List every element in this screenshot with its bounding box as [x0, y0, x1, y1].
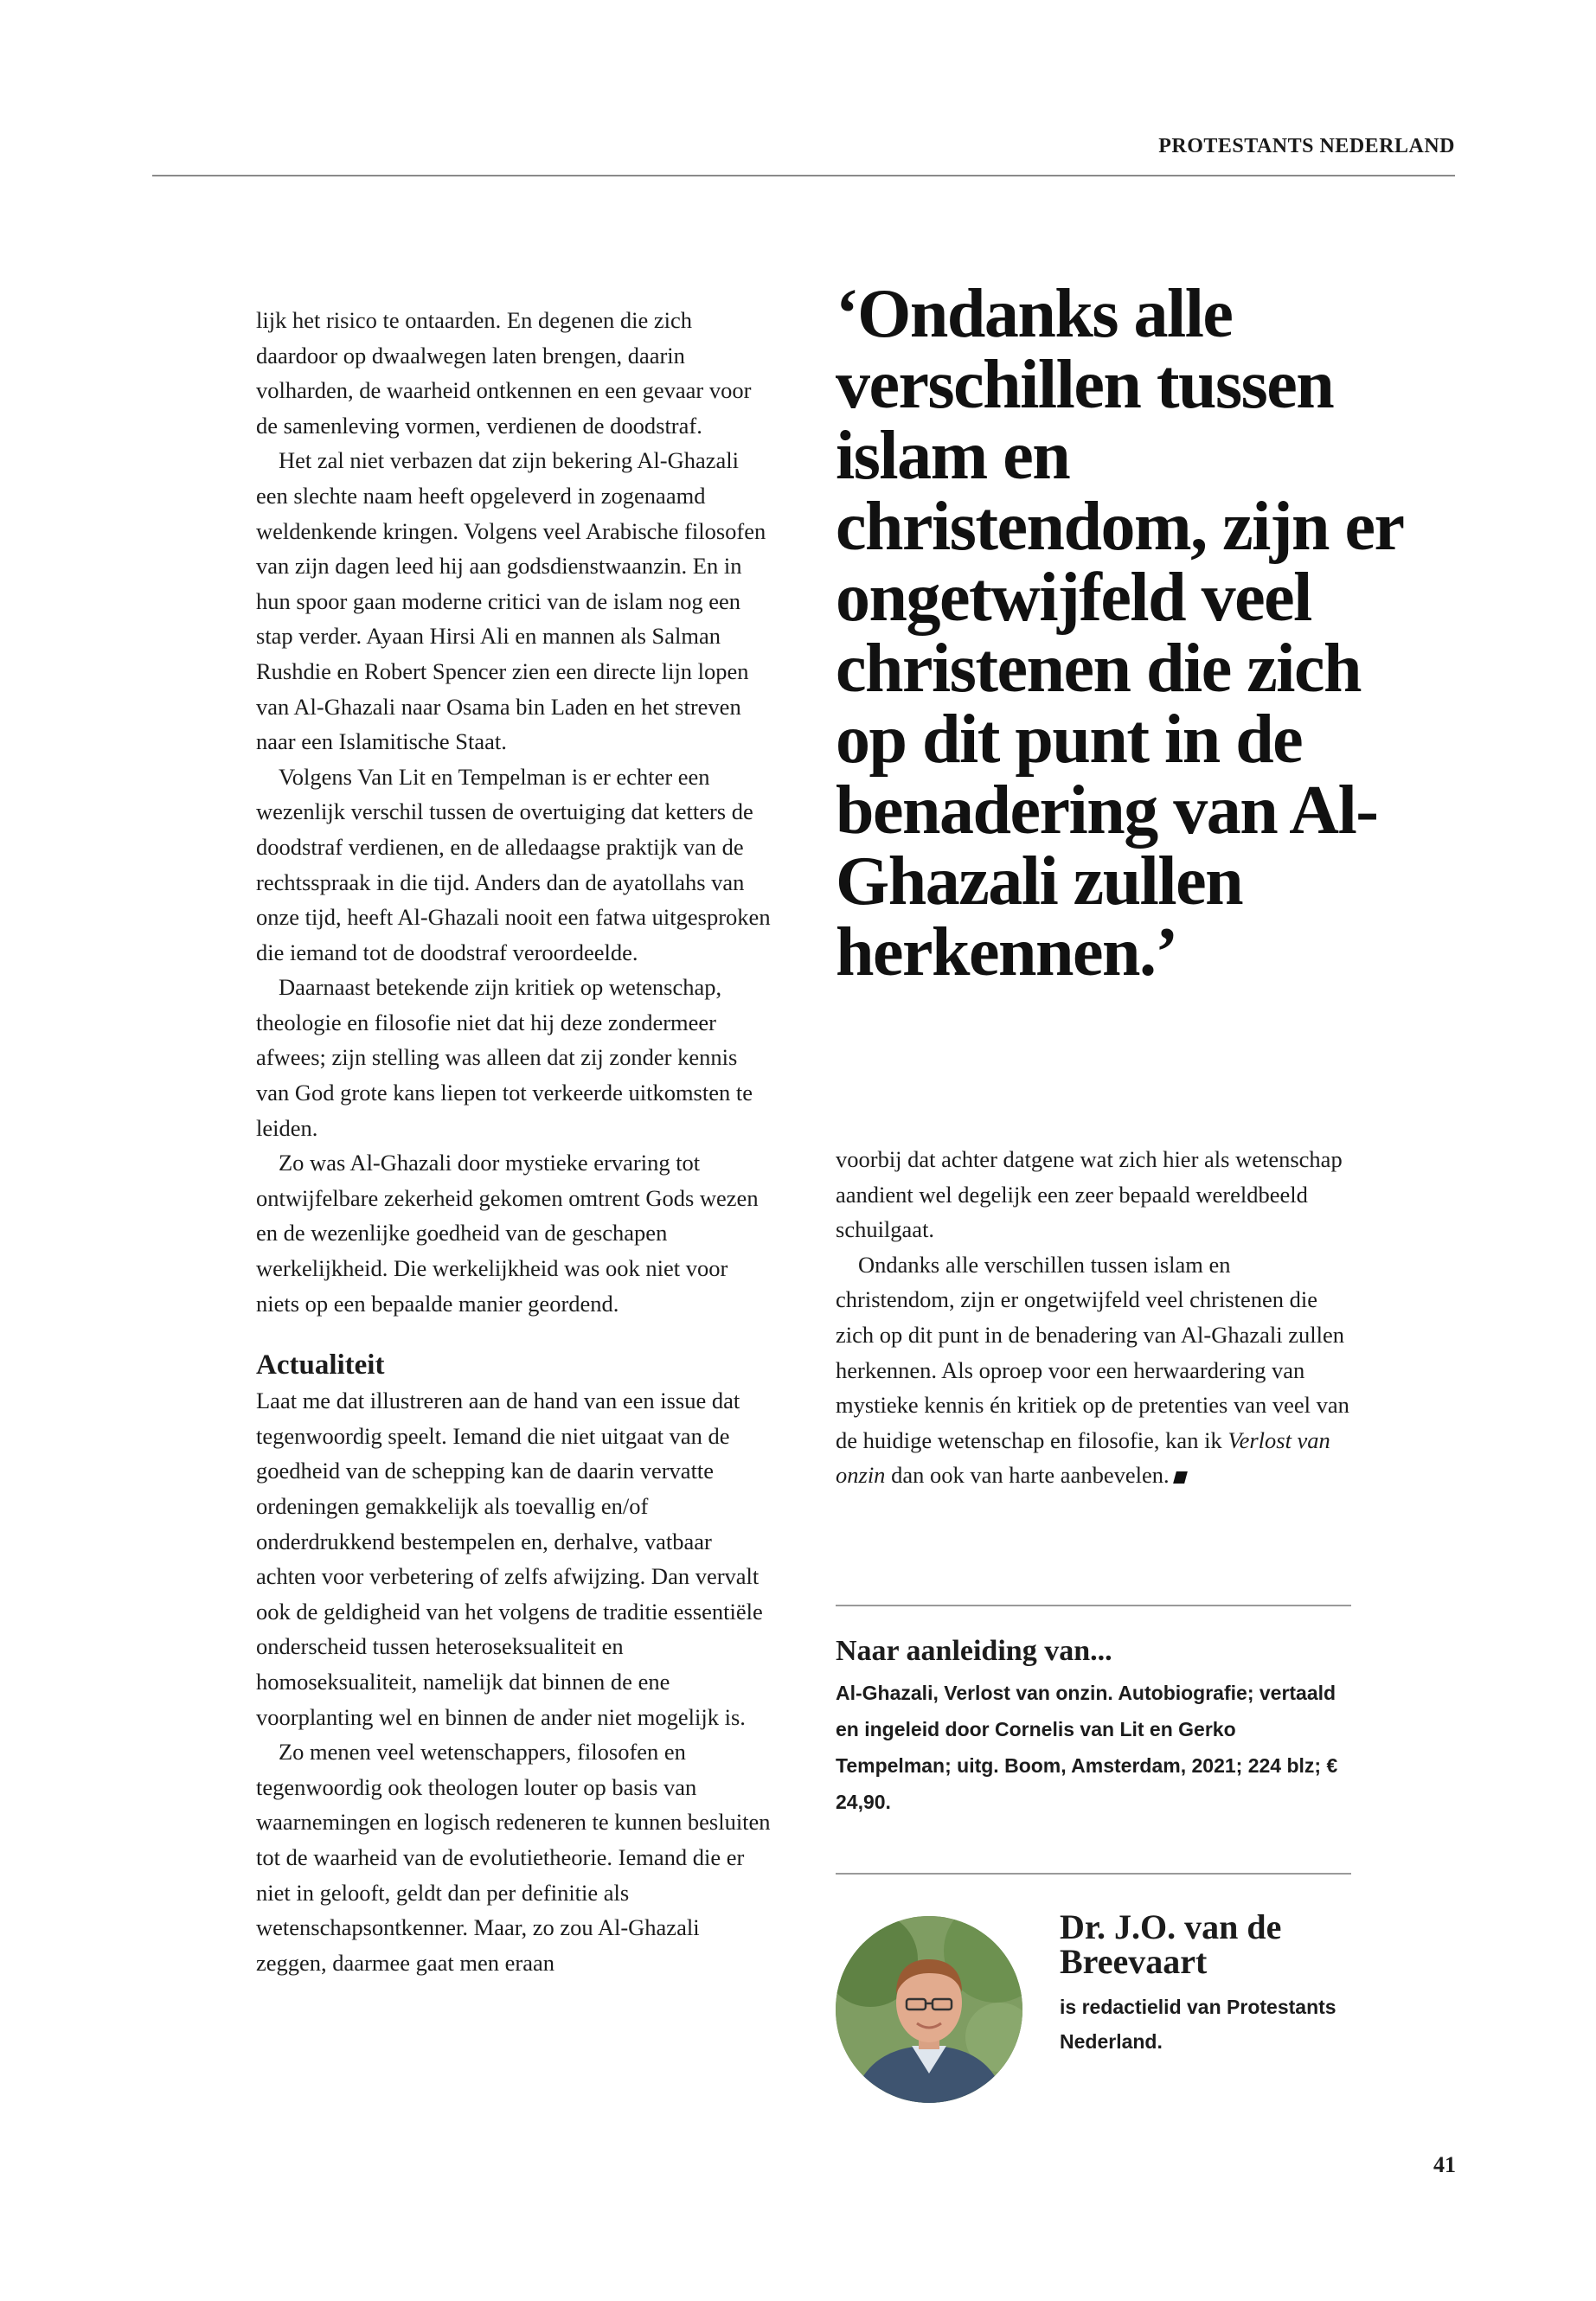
closing-paragraph [836, 1247, 1355, 1493]
page-header [152, 130, 1455, 176]
magazine-title: PROTESTANTS NEDERLAND [1158, 135, 1455, 157]
source-text: Al-Ghazali, Verlost van onzin. Autobiografie; vertaald en ingeleid door Cornelis van Lit en Gerko Tempelman; uitg. Boom, Amsterdam, 2021; 224 blz; € 24,90. [836, 1682, 1338, 1813]
closing-text-after: dan ook van harte aanbevelen. [885, 1462, 1170, 1489]
body-paragraph: Volgens Van Lit en Tempelman is er echter een wezenlijk verschil tussen de overtuiging dat ketters de doodstraf verdienen, en de alledaagse praktijk van de rechtsspraak in die tijd. Anders dan de ayatollahs van onze tijd, heeft Al-Ghazali nooit een fatwa uitgesproken die iemand tot de doodstraf veroordeelde. [256, 763, 771, 965]
author-avatar [836, 1916, 1022, 2103]
author-name: Dr. J.O. van de Breevaart [1060, 1907, 1282, 1981]
body-paragraph: Daarnaast betekende zijn kritiek op wetenschap, theologie en filosofie niet dat hij deze zondermeer afwees; zijn stelling was alleen dat zij zonder kennis van God grote kans liepen tot verkeerde uitkomsten te leiden. [256, 974, 753, 1141]
body-paragraph: Laat me dat illustreren aan de hand van een issue dat tegenwoordig speelt. Iemand die niet uitgaat van de goedheid van de schepping kan de daarin vervatte ordeningen gemakkelijk als toevallig en/of onderdrukkend bestempelen en, derhalve, vatbaar achten voor verbetering of zelfs afwijzing. Dan vervalt ook de geldigheid van het volgens de traditie essentiële onderscheid tussen heteroseksualiteit en homoseksualiteit, namelijk dat binnen de ene voorplanting wel en binnen de ander niet mogelijk is. [256, 1388, 763, 1730]
left-column [256, 303, 775, 1980]
pull-quote: ‘Ondanks alle verschillen tussen islam en christendom, zijn er ongetwijfeld veel christenen die zich op dit punt in de benadering van Al-Ghazali zullen herkennen.’ [836, 276, 1403, 990]
body-paragraph: voorbij dat achter datgene wat zich hier als wetenschap aandient wel degelijk een zeer bepaald wereldbeeld schuilgaat. [836, 1146, 1343, 1243]
divider [836, 1605, 1351, 1606]
right-column [836, 1142, 1355, 1493]
divider [836, 1873, 1351, 1875]
end-mark-icon [1173, 1471, 1188, 1484]
body-paragraph: Zo menen veel wetenschappers, filosofen en tegenwoordig ook theologen louter op basis van waarnemingen en logisch redeneren te kunnen besluiten tot de waarheid van de evolutietheorie. Iemand die er niet in gelooft, geldt dan per definitie als wetenschapsontkenner. Maar, zo zou Al-Ghazali zeggen, daarmee gaat men eraan [256, 1739, 771, 1976]
page-number: 41 [1433, 2152, 1456, 2177]
body-paragraph: lijk het risico te ontaarden. En degenen die zich daardoor op dwaalwegen laten brengen, daarin volharden, de waarheid ontkennen en een gevaar voor de samenleving vormen, verdienen de doodstraf. [256, 307, 752, 439]
body-paragraph: Het zal niet verbazen dat zijn bekering Al-Ghazali een slechte naam heeft opgeleverd in zogenaamd weldenkende kringen. Volgens veel Arabische filosofen van zijn dagen leed hij aan godsdienstwaanzin. En in hun spoor gaan moderne critici van de islam nog een stap verder. Ayaan Hirsi Ali en mannen als Salman Rushdie en Robert Spencer zien een directe lijn lopen van Al-Ghazali naar Osama bin Laden en het streven naar een Islamitische Staat. [256, 447, 766, 755]
author-portrait-icon [836, 1916, 1022, 2103]
section-subheading: Actualiteit [256, 1349, 385, 1381]
author-role: is redactielid van Protestants Nederland. [1060, 1996, 1336, 2053]
source-heading: Naar aanleiding van... [836, 1635, 1112, 1667]
closing-text-before: Ondanks alle verschillen tussen islam en christendom, zijn er ongetwijfeld veel christenen die zich op dit punt in de benadering van Al-Ghazali zullen herkennen. Als oproep voor een herwaardering van mystieke kennis én kritiek op de pretenties van veel van de huidige wetenschap en filosofie, kan ik [836, 1251, 1349, 1453]
book-title: Verlost van onzin [836, 1426, 1330, 1489]
body-paragraph: Zo was Al-Ghazali door mystieke ervaring tot ontwijfelbare zekerheid gekomen omtrent Gods wezen en de wezenlijke goedheid van de geschapen werkelijkheid. Die werkelijkheid was ook niet voor niets op een bepaalde manier geordend. [256, 1150, 759, 1317]
